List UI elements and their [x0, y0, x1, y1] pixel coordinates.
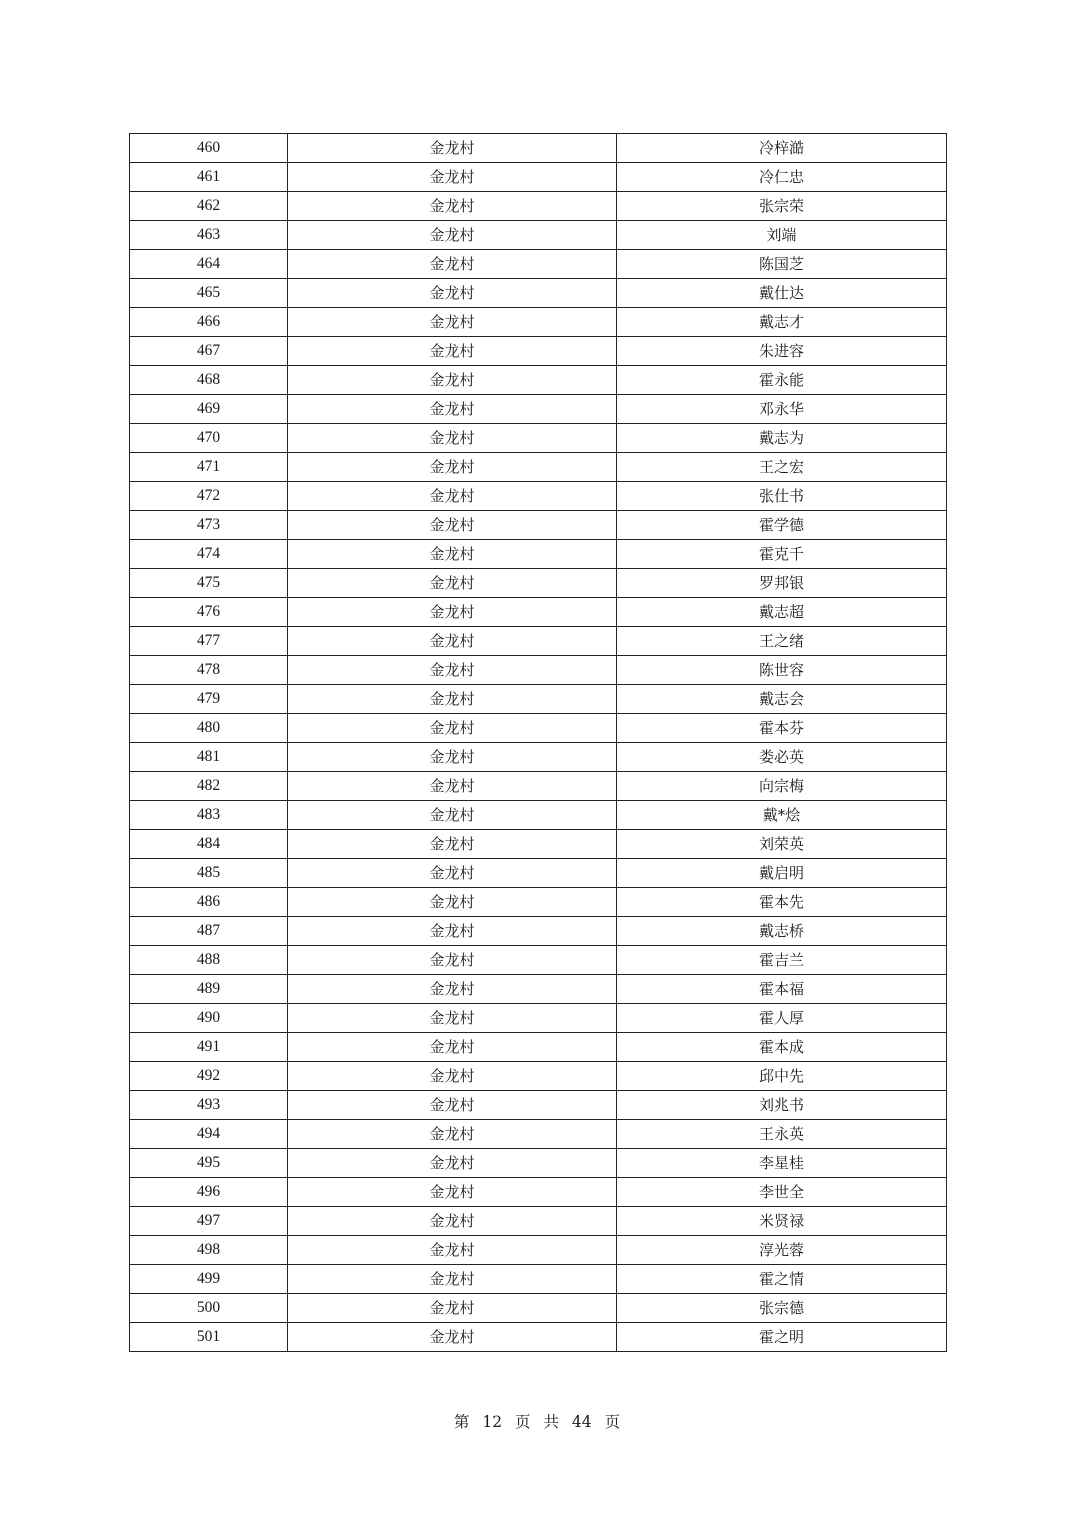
- person-name-cell: 霍学德: [617, 511, 947, 540]
- village-name-cell: 金龙村: [288, 1323, 617, 1352]
- village-name-cell: 金龙村: [288, 1062, 617, 1091]
- person-name-cell: 戴仕达: [617, 279, 947, 308]
- table-row: [130, 308, 947, 337]
- village-name-cell: 金龙村: [288, 598, 617, 627]
- person-name-cell: 戴志会: [617, 685, 947, 714]
- table-row: [130, 366, 947, 395]
- row-number-cell: 495: [130, 1149, 288, 1178]
- row-number-cell: 473: [130, 511, 288, 540]
- page-footer: [0, 1410, 1074, 1432]
- table-row: [130, 1149, 947, 1178]
- person-name-cell: 淳光蓉: [617, 1236, 947, 1265]
- village-name-cell: 金龙村: [288, 1294, 617, 1323]
- row-number-cell: 462: [130, 192, 288, 221]
- person-name-cell: 朱进容: [617, 337, 947, 366]
- row-number-cell: 501: [130, 1323, 288, 1352]
- table-row: [130, 569, 947, 598]
- row-number-cell: 465: [130, 279, 288, 308]
- village-name-cell: 金龙村: [288, 395, 617, 424]
- table-row: [130, 192, 947, 221]
- row-number-cell: 491: [130, 1033, 288, 1062]
- village-name-cell: 金龙村: [288, 801, 617, 830]
- village-name-cell: 金龙村: [288, 656, 617, 685]
- village-name-cell: 金龙村: [288, 424, 617, 453]
- person-name-cell: 罗邦银: [617, 569, 947, 598]
- row-number-cell: 463: [130, 221, 288, 250]
- row-number-cell: 487: [130, 917, 288, 946]
- table-row: [130, 1265, 947, 1294]
- footer-page-word: 页: [515, 1413, 531, 1431]
- person-name-cell: 陈世容: [617, 656, 947, 685]
- row-number-cell: 471: [130, 453, 288, 482]
- row-number-cell: 496: [130, 1178, 288, 1207]
- village-name-cell: 金龙村: [288, 1207, 617, 1236]
- person-name-cell: 戴*烩: [617, 801, 947, 830]
- person-name-cell: 刘端: [617, 221, 947, 250]
- table-row: [130, 337, 947, 366]
- row-number-cell: 482: [130, 772, 288, 801]
- person-name-cell: 娄必英: [617, 743, 947, 772]
- village-name-cell: 金龙村: [288, 627, 617, 656]
- table-row: [130, 656, 947, 685]
- person-name-cell: 霍人厚: [617, 1004, 947, 1033]
- person-name-cell: 米贤禄: [617, 1207, 947, 1236]
- person-name-cell: 张宗荣: [617, 192, 947, 221]
- village-name-cell: 金龙村: [288, 337, 617, 366]
- row-number-cell: 478: [130, 656, 288, 685]
- row-number-cell: 499: [130, 1265, 288, 1294]
- person-name-cell: 霍本成: [617, 1033, 947, 1062]
- table-row: [130, 1004, 947, 1033]
- row-number-cell: 493: [130, 1091, 288, 1120]
- table-row: [130, 1120, 947, 1149]
- person-name-cell: 李世全: [617, 1178, 947, 1207]
- row-number-cell: 480: [130, 714, 288, 743]
- row-number-cell: 460: [130, 134, 288, 163]
- table-row: [130, 598, 947, 627]
- village-name-cell: 金龙村: [288, 1004, 617, 1033]
- footer-total-pages: 44: [571, 1413, 592, 1431]
- village-name-cell: 金龙村: [288, 163, 617, 192]
- village-name-cell: 金龙村: [288, 946, 617, 975]
- table-row: [130, 134, 947, 163]
- table-row: [130, 917, 947, 946]
- person-name-cell: 张仕书: [617, 482, 947, 511]
- row-number-cell: 494: [130, 1120, 288, 1149]
- person-name-cell: 李星桂: [617, 1149, 947, 1178]
- table-row: [130, 946, 947, 975]
- table-row: [130, 1236, 947, 1265]
- village-name-cell: 金龙村: [288, 772, 617, 801]
- person-name-cell: 王之宏: [617, 453, 947, 482]
- row-number-cell: 470: [130, 424, 288, 453]
- village-name-cell: 金龙村: [288, 1236, 617, 1265]
- row-number-cell: 479: [130, 685, 288, 714]
- row-number-cell: 466: [130, 308, 288, 337]
- person-name-cell: 邱中先: [617, 1062, 947, 1091]
- person-name-cell: 冷仁忠: [617, 163, 947, 192]
- row-number-cell: 477: [130, 627, 288, 656]
- table-row: [130, 1294, 947, 1323]
- table-row: [130, 511, 947, 540]
- village-name-cell: 金龙村: [288, 308, 617, 337]
- row-number-cell: 500: [130, 1294, 288, 1323]
- row-number-cell: 483: [130, 801, 288, 830]
- person-name-cell: 刘兆书: [617, 1091, 947, 1120]
- village-name-cell: 金龙村: [288, 540, 617, 569]
- village-name-cell: 金龙村: [288, 1178, 617, 1207]
- village-name-cell: 金龙村: [288, 511, 617, 540]
- person-name-cell: 戴志桥: [617, 917, 947, 946]
- row-number-cell: 488: [130, 946, 288, 975]
- person-name-cell: 戴志超: [617, 598, 947, 627]
- village-name-cell: 金龙村: [288, 1120, 617, 1149]
- table-row: [130, 1207, 947, 1236]
- roster-table: [129, 133, 947, 1352]
- table-row: [130, 627, 947, 656]
- row-number-cell: 497: [130, 1207, 288, 1236]
- village-name-cell: 金龙村: [288, 482, 617, 511]
- table-row: [130, 163, 947, 192]
- footer-total-word: 共: [543, 1413, 559, 1431]
- table-row: [130, 395, 947, 424]
- person-name-cell: 戴志为: [617, 424, 947, 453]
- person-name-cell: 霍吉兰: [617, 946, 947, 975]
- person-name-cell: 霍永能: [617, 366, 947, 395]
- table-row: [130, 830, 947, 859]
- person-name-cell: 霍之情: [617, 1265, 947, 1294]
- roster-body: [130, 134, 947, 1352]
- row-number-cell: 468: [130, 366, 288, 395]
- person-name-cell: 刘荣英: [617, 830, 947, 859]
- table-row: [130, 772, 947, 801]
- village-name-cell: 金龙村: [288, 1149, 617, 1178]
- person-name-cell: 王之绪: [617, 627, 947, 656]
- person-name-cell: 张宗德: [617, 1294, 947, 1323]
- table-row: [130, 424, 947, 453]
- row-number-cell: 492: [130, 1062, 288, 1091]
- village-name-cell: 金龙村: [288, 569, 617, 598]
- village-name-cell: 金龙村: [288, 714, 617, 743]
- village-name-cell: 金龙村: [288, 888, 617, 917]
- footer-current-page: 12: [482, 1413, 503, 1431]
- row-number-cell: 498: [130, 1236, 288, 1265]
- row-number-cell: 464: [130, 250, 288, 279]
- village-name-cell: 金龙村: [288, 1091, 617, 1120]
- table-row: [130, 685, 947, 714]
- row-number-cell: 484: [130, 830, 288, 859]
- row-number-cell: 461: [130, 163, 288, 192]
- table-row: [130, 221, 947, 250]
- person-name-cell: 霍本福: [617, 975, 947, 1004]
- table-row: [130, 453, 947, 482]
- village-name-cell: 金龙村: [288, 685, 617, 714]
- row-number-cell: 490: [130, 1004, 288, 1033]
- village-name-cell: 金龙村: [288, 917, 617, 946]
- row-number-cell: 476: [130, 598, 288, 627]
- person-name-cell: 霍之明: [617, 1323, 947, 1352]
- table-row: [130, 801, 947, 830]
- village-name-cell: 金龙村: [288, 134, 617, 163]
- row-number-cell: 486: [130, 888, 288, 917]
- person-name-cell: 向宗梅: [617, 772, 947, 801]
- person-name-cell: 戴志才: [617, 308, 947, 337]
- table-row: [130, 1033, 947, 1062]
- person-name-cell: 邓永华: [617, 395, 947, 424]
- table-row: [130, 482, 947, 511]
- row-number-cell: 474: [130, 540, 288, 569]
- row-number-cell: 472: [130, 482, 288, 511]
- table-row: [130, 1091, 947, 1120]
- village-name-cell: 金龙村: [288, 830, 617, 859]
- person-name-cell: 王永英: [617, 1120, 947, 1149]
- person-name-cell: 霍本先: [617, 888, 947, 917]
- village-name-cell: 金龙村: [288, 221, 617, 250]
- village-name-cell: 金龙村: [288, 1265, 617, 1294]
- village-name-cell: 金龙村: [288, 453, 617, 482]
- footer-prefix: 第: [453, 1413, 470, 1431]
- village-name-cell: 金龙村: [288, 366, 617, 395]
- table-row: [130, 714, 947, 743]
- village-name-cell: 金龙村: [288, 250, 617, 279]
- person-name-cell: 陈国芝: [617, 250, 947, 279]
- table-row: [130, 743, 947, 772]
- village-name-cell: 金龙村: [288, 743, 617, 772]
- village-name-cell: 金龙村: [288, 975, 617, 1004]
- row-number-cell: 489: [130, 975, 288, 1004]
- table-row: [130, 279, 947, 308]
- person-name-cell: 冷梓澔: [617, 134, 947, 163]
- row-number-cell: 467: [130, 337, 288, 366]
- table-row: [130, 540, 947, 569]
- village-name-cell: 金龙村: [288, 1033, 617, 1062]
- footer-suffix: 页: [604, 1413, 621, 1431]
- person-name-cell: 戴启明: [617, 859, 947, 888]
- person-name-cell: 霍克千: [617, 540, 947, 569]
- village-name-cell: 金龙村: [288, 192, 617, 221]
- row-number-cell: 481: [130, 743, 288, 772]
- village-name-cell: 金龙村: [288, 279, 617, 308]
- person-name-cell: 霍本芬: [617, 714, 947, 743]
- table-row: [130, 975, 947, 1004]
- table-row: [130, 859, 947, 888]
- table-row: [130, 250, 947, 279]
- row-number-cell: 475: [130, 569, 288, 598]
- table-row: [130, 888, 947, 917]
- row-number-cell: 469: [130, 395, 288, 424]
- village-name-cell: 金龙村: [288, 859, 617, 888]
- table-row: [130, 1323, 947, 1352]
- row-number-cell: 485: [130, 859, 288, 888]
- table-row: [130, 1178, 947, 1207]
- table-row: [130, 1062, 947, 1091]
